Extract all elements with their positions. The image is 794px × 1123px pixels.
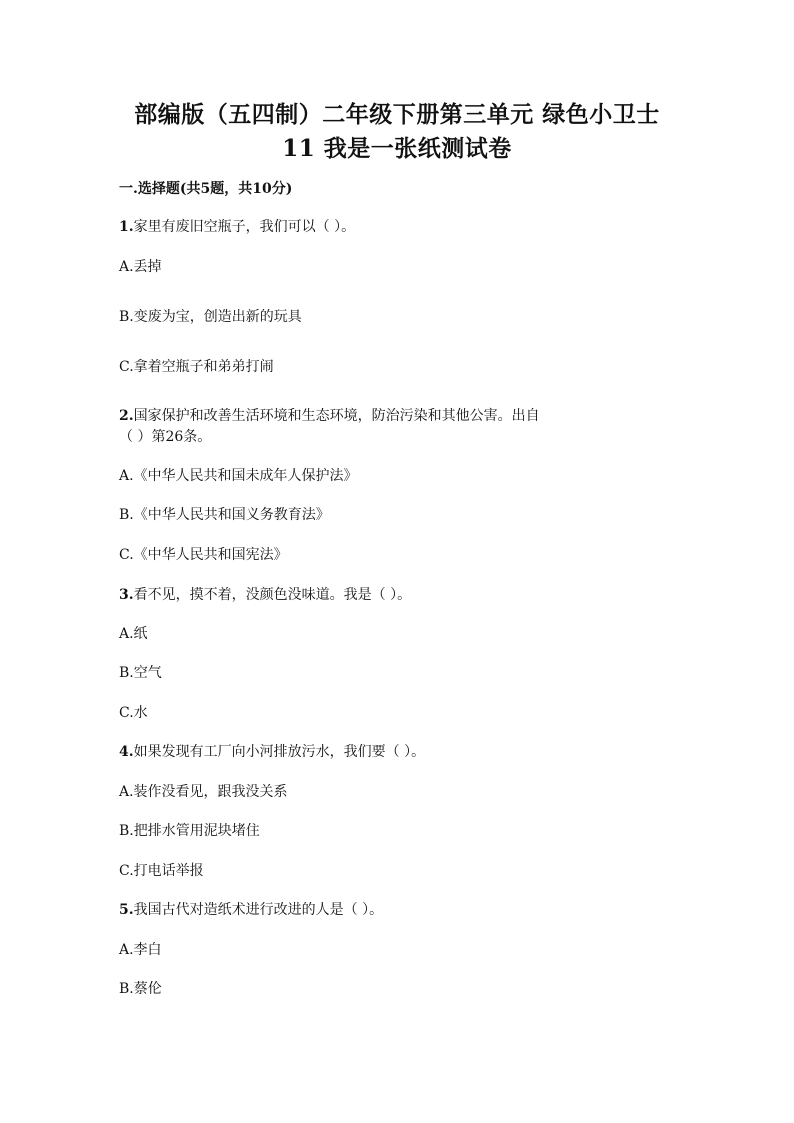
question-text: 我国古代对造纸术进行改进的人是（ ）。 [133,902,384,918]
question-2 [119,406,540,426]
question-2-option-c: C.《中华人民共和国宪法》 [119,547,288,563]
question-4 [119,742,425,762]
question-2-option-a: A.《中华人民共和国未成年人保护法》 [119,468,358,484]
question-1 [119,217,355,237]
question-3-option-a: A.纸 [119,626,148,642]
question-number: 4. [119,744,134,760]
question-4-option-b: B.把排水管用泥块堵住 [119,823,260,839]
page-title-line-2: 11 我是一张纸测试卷 [282,135,512,162]
question-text: 看不见，摸不着，没颜色没味道。我是（ ）。 [133,587,412,603]
question-number: 5. [119,902,134,918]
question-1-option-c: C.拿着空瓶子和弟弟打闹 [119,359,274,375]
question-3 [119,585,411,605]
question-4-option-c: C.打电话举报 [119,863,204,879]
question-number: 2. [119,408,134,424]
question-text: 国家保护和改善生活环境和生态环境，防治污染和其他公害。出自 [133,408,540,424]
question-1-option-a: A.丢掉 [119,259,162,275]
question-1-option-b: B.变废为宝，创造出新的玩具 [119,309,302,325]
question-5-option-b: B.蔡伦 [119,981,162,997]
section-heading: 一.选择题(共5题，共10分) [119,181,293,197]
question-text: 家里有废旧空瓶子，我们可以（ ）。 [133,219,356,235]
question-3-option-b: B.空气 [119,665,162,681]
question-text: 如果发现有工厂向小河排放污水，我们要（ ）。 [133,744,426,760]
question-4-option-a: A.装作没看见，跟我没关系 [119,784,288,800]
page-title-line-1: 部编版（五四制）二年级下册第三单元 绿色小卫士 [134,101,660,128]
question-number: 3. [119,587,134,603]
question-5-option-a: A.李白 [119,942,162,958]
question-number: 1. [119,219,134,235]
question-5 [119,900,383,920]
question-2-continuation: （ ）第26条。 [119,429,212,445]
question-2-option-b: B.《中华人民共和国义务教育法》 [119,507,330,523]
question-3-option-c: C.水 [119,705,148,721]
